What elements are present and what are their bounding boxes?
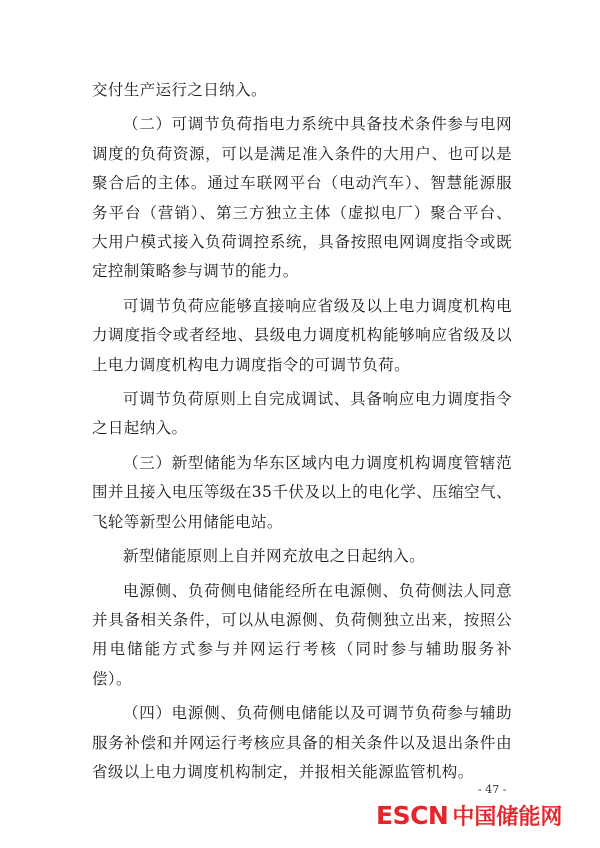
paragraph: （四）电源侧、负荷侧电储能以及可调节负荷参与辅助服务补偿和并网运行考核应具备的相关条件以及退出条件由省级以上电力调度机构制定，并报相关能源监管机构。 xyxy=(92,704,512,781)
paragraph: 电源侧、负荷侧电储能经所在电源侧、负荷侧法人同意并具备相关条件，可以从电源侧、负荷侧独立出来，按照公用电储能方式参与并网运行考核（同时参与辅助服务补偿）。 xyxy=(92,581,512,688)
page-number: - 47 - xyxy=(478,783,507,796)
paragraph: 可调节负荷原则上自完成调试、具备响应电力调度指令之日起纳入。 xyxy=(92,390,512,438)
paragraph: （三）新型储能为华东区域内电力调度机构调度管辖范围并且接入电压等级在35千伏及以上的电化学、压缩空气、飞轮等新型公用储能电站。 xyxy=(92,453,512,531)
watermark-cjk-text: 中国储能网 xyxy=(452,805,563,830)
paragraph: 交付生产运行之日纳入。 xyxy=(92,81,267,99)
paragraph: 新型储能原则上自并网充放电之日起纳入。 xyxy=(123,547,426,566)
paragraph: 可调节负荷应能够直接响应省级及以上电力调度机构电力调度指令或者经地、县级电力调度机构能够响应省级及以上电力调度机构电力调度指令的可调节负荷。 xyxy=(92,296,512,374)
paragraph: （二）可调节负荷指电力系统中具备技术条件参与电网调度的负荷资源，可以是满足准入条件的大用户、也可以是聚合后的主体。通过车联网平台（电动汽车）、智慧能源服务平台（营销）、第三方独立主体（虚拟电厂）聚合平台、大用户模式接入负荷调控系统，具备按照电网调度指令或既定控制策略参与调节的能力。 xyxy=(92,115,512,281)
watermark-latin-text: ESCN xyxy=(376,801,449,830)
escn-watermark-logo xyxy=(376,800,562,831)
document-body xyxy=(92,76,512,792)
